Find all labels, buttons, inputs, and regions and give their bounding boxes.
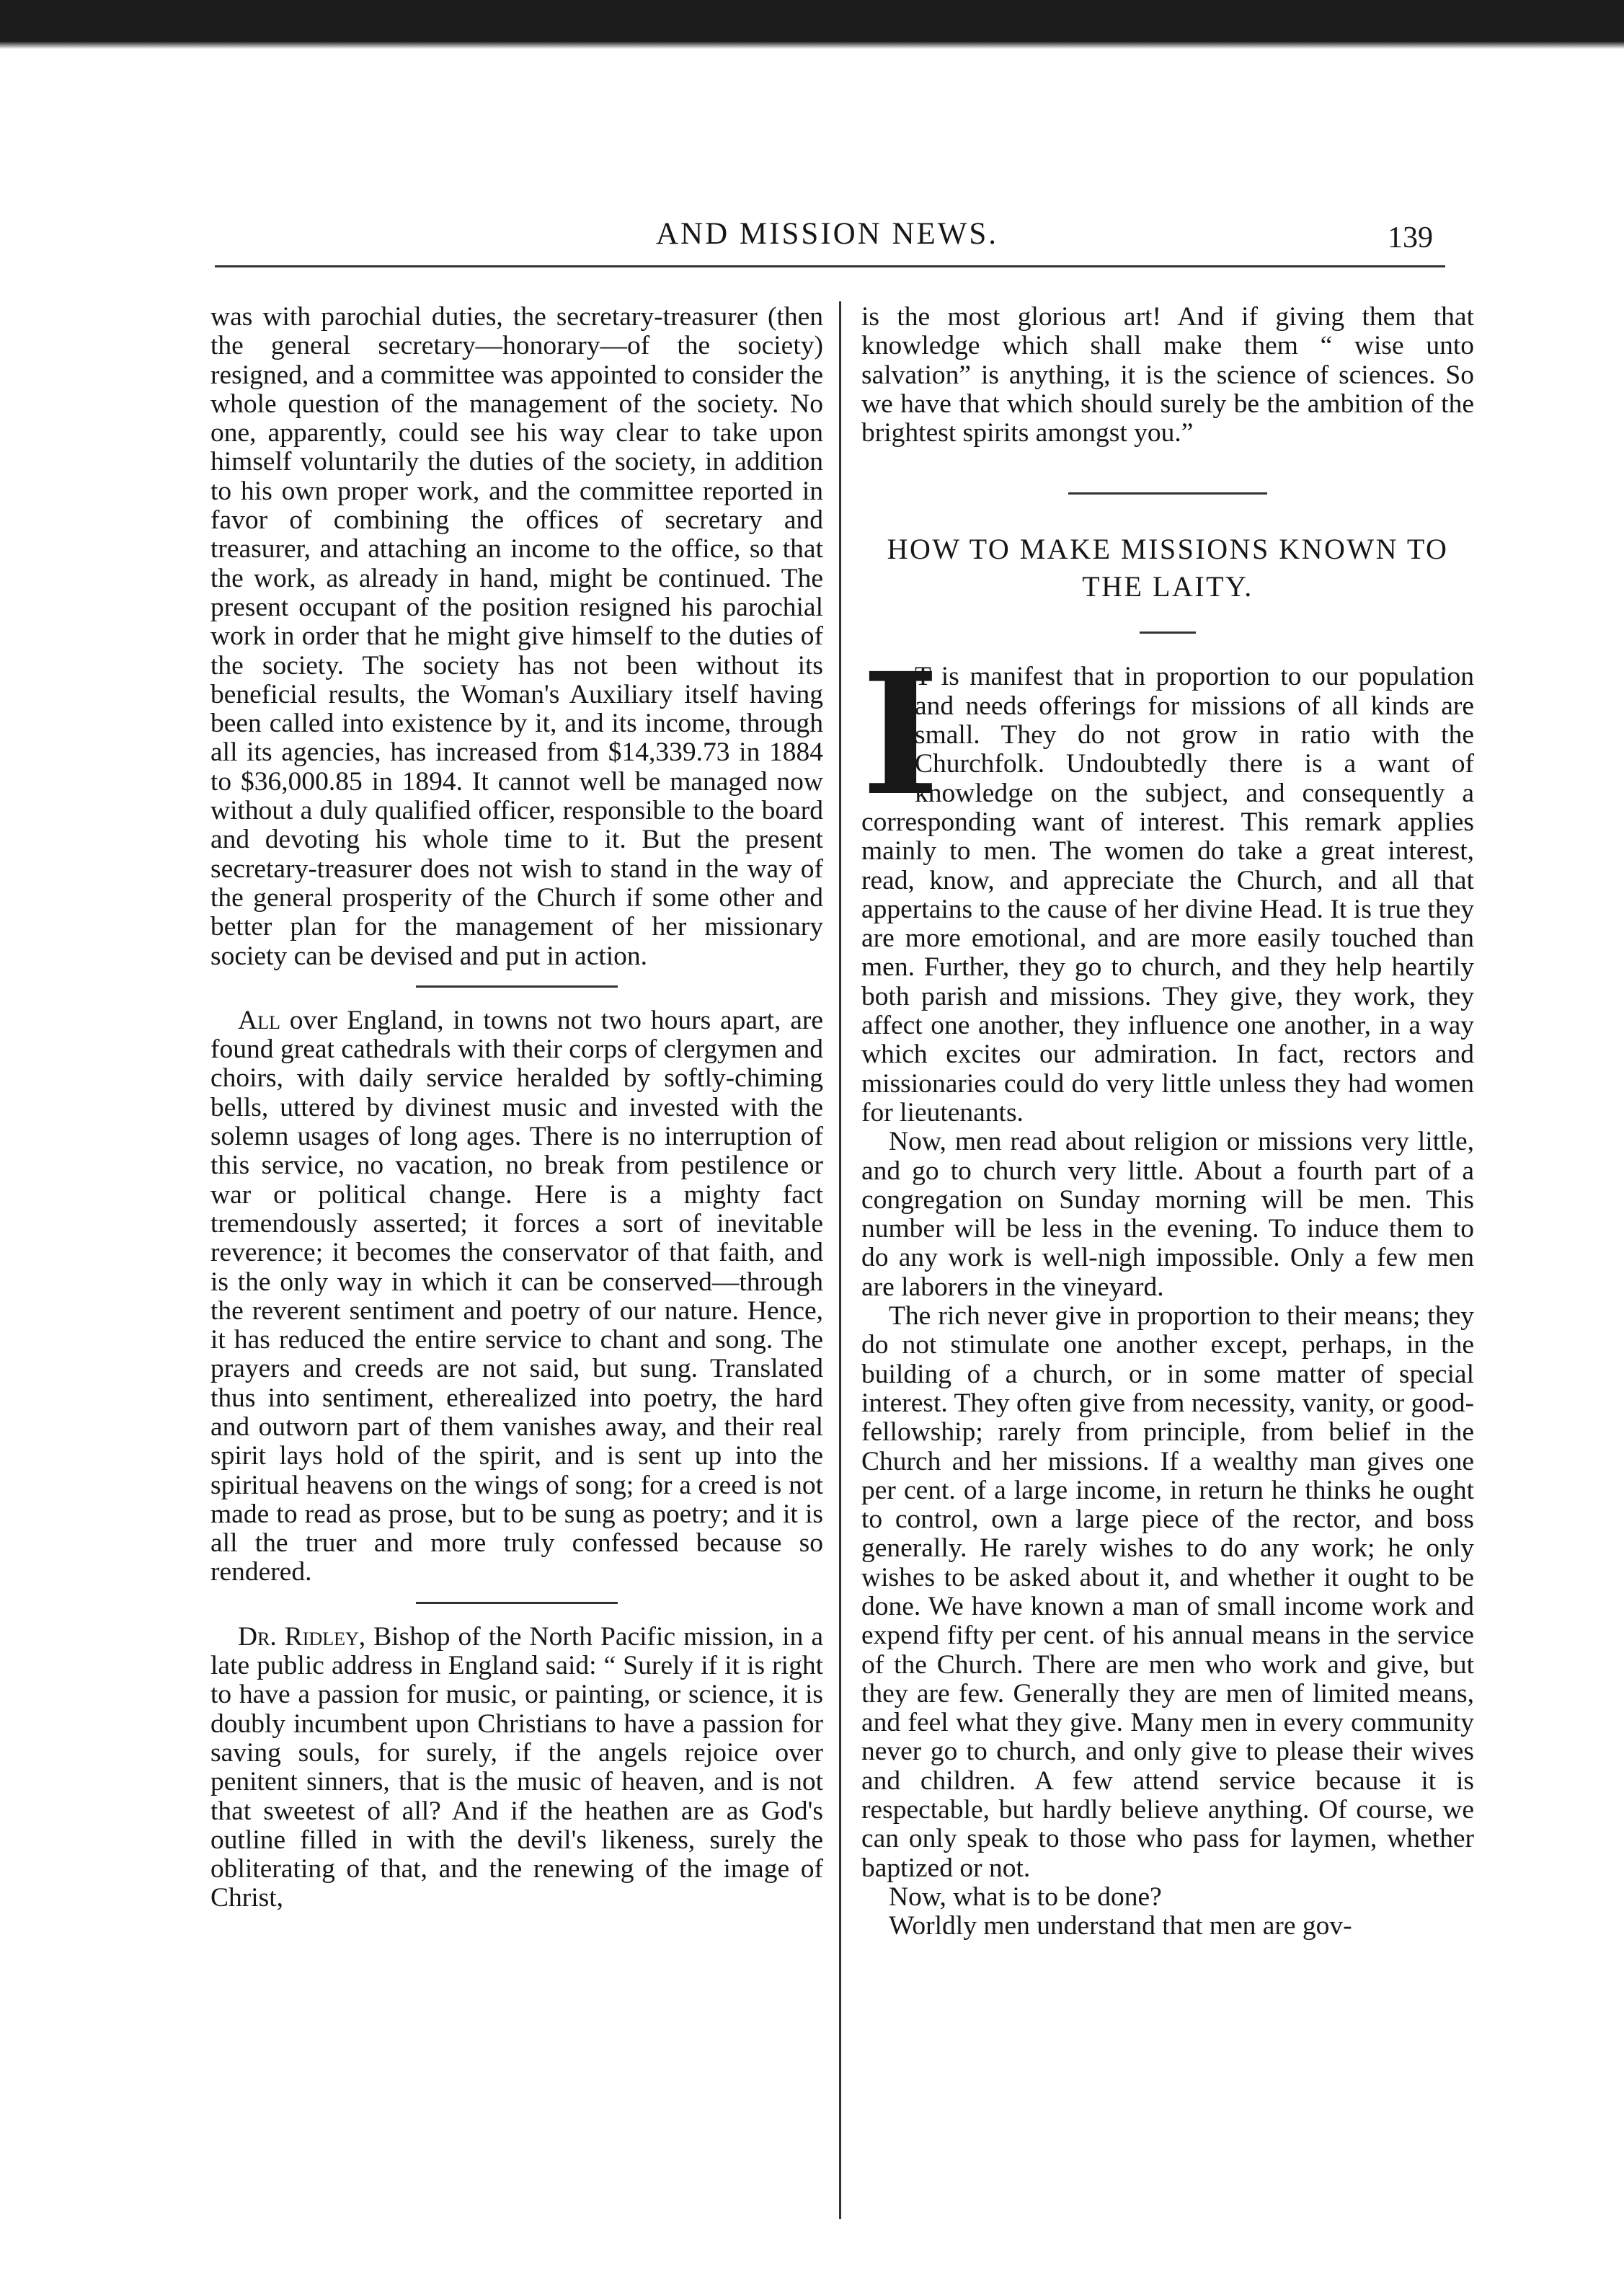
paragraph-lead: All xyxy=(238,1005,280,1035)
paragraph-ridley-continued: is the most glorious art! And if giving them that knowledge which shall make them “ wise unto salvation” is anything, it is the science of sciences. So we have that which should surely be the ambition of the brightest spirits amongst you.” xyxy=(861,302,1474,448)
section-rule xyxy=(416,1602,618,1604)
paragraph-body: over England, in towns not two hours apart, are found great cathedrals with their corps of clergymen and choirs, with daily service heralded by softly-chiming bells, uttered by divinest music and invested with the solemn usages of long ages. There is no interruption of this service, no vacation, no break from pestilence or war or political change. Here is a mighty fact tremendously asserted; it forces a sort of inevitable reverence; it becomes the conservator of that faith, and is the only way in which it can be conserved—through the reverent sentiment and poetry of our nature. Hence, it has reduced the entire service to chant and song. The prayers and creeds are not said, but sung. Translated thus into sentiment, etherealized into poetry, the hard and outworn part of them vanishes away, and their real spirit lays hold of the spirit, and is sent up into the spiritual heavens on the wings of song; for a creed is not made to read as prose, but to be sung as poetry; and it is all the truer and more truly confessed because so rendered. xyxy=(210,1005,823,1587)
paragraph-england-cathedrals xyxy=(210,1006,823,1587)
header-rule xyxy=(215,265,1445,267)
paragraph-what-to-do: Now, what is to be done? xyxy=(889,1882,1162,1912)
paragraph-men-read: Now, men read about religion or missions very little, and go to church very little. About a fourth part of a congregation on Sunday morning will be men. This number will be less in the evening. To induce them to do any work is well-nigh impossible. Only a few men are laborers in the vineyard. xyxy=(861,1127,1474,1302)
paragraph-rich-never-give: The rich never give in proportion to their means; they do not stimulate one another except, perhaps, in the building of a church, or in some matter of special interest. They often give from necessity, vanity, or good-fellowship; rarely from principle, from belief in the Church and her missions. If a wealthy man gives one per cent. of a large income, in return he thinks he ought to control, own a large piece of the rector, and boss generally. He rarely wishes to do any work; he only wishes to be asked about it, and whether it ought to be done. We have known a man of small income work and expend fifty per cent. of his annual means in the service of the Church. There are men who work and give, but they are few. Generally they are men of limited means, and feel what they give. Many men in every community never go to church, and only give to please their wives and children. A few attend service because it is respectable, but hardly believe anything. Of course, we can only speak to those who pass for laymen, whether baptized or not. xyxy=(861,1301,1474,1883)
title-underline-rule xyxy=(1140,632,1196,634)
paragraph-body: Bishop of the North Pacific mission, in a late public address in England said: “ Surely if it is right to have a passion for music, or painting, or science, it is doubly incumbent upon Christians to have a passion for saving souls, for surely, if the angels rejoice over penitent sinners, that is the music of heaven, and is not that sweetest of all? And if the heathen are as God's outline filled in with the devil's likeness, surely the obliterating of that, and the renewing of the image of Christ, xyxy=(210,1621,823,1913)
paragraph-society-secretary: was with parochial duties, the secretary-treasurer (then the general secretary—honorary—of the society) resigned, and a committee was appointed to consider the whole question of the management of the society. No one, apparently, could see his way clear to take upon himself voluntarily the duties of the society, in addition to his own proper work, and the committee reported in favor of combining the offices of secretary and treasurer, and attaching an income to the office, so that the work, as already in hand, might be continued. The present occupant of the position resigned his parochial work in order that he might give himself to the duties of the society. The society has not been without its beneficial results, the Woman's Auxiliary itself having been called into existence by it, and its income, through all its agencies, has increased from $14,339.73 in 1884 to $36,000.85 in 1894. It cannot well be managed now without a duly qualified officer, responsible to the board and devoting his whole time to it. But the present secretary-treasurer does not wish to stand in the way of the general prosperity of the Church if some other and better plan for the management of her missionary society can be devised and put in action. xyxy=(210,302,823,971)
paragraph-dr-ridley xyxy=(210,1623,823,1913)
paragraph-proportion-offerings xyxy=(861,636,1474,1127)
article-title: HOW TO MAKE MISSIONS KNOWN TO THE LAITY. xyxy=(887,533,1449,603)
paragraph-worldly-men: Worldly men understand that men are gov- xyxy=(889,1911,1352,1941)
scan-top-border xyxy=(0,0,1624,48)
right-column xyxy=(861,303,1474,1941)
paragraph-body: T is manifest that in proportion to our population and needs offerings for missions of all kinds are small. They do not grow in ratio with the Churchfolk. Undoubtedly there is a want of knowledge on the subject, and consequently a corresponding want of interest. This remark applies mainly to men. The women do take a great interest, read, know, and appreciate the Church, and all that appertains to the cause of her divine Head. It is true they are more emotional, and are more easily touched than men. Further, they go to church, and they help heartily both parish and missions. They give, they work, they affect one another, they influence one another, in a way which excites our admiration. In fact, rectors and missionaries could do very little unless they had women for lieutenants. xyxy=(861,662,1474,1127)
running-title: AND MISSION NEWS. xyxy=(656,217,999,251)
page-header xyxy=(0,216,1624,260)
paragraph-lead: Dr. Ridley, xyxy=(238,1621,366,1652)
article-separator-rule xyxy=(1068,492,1267,495)
column-divider xyxy=(839,301,841,2219)
left-column xyxy=(210,303,823,1913)
drop-cap-letter: I xyxy=(861,636,940,833)
scan-top-border-fade xyxy=(0,42,1624,49)
page-number: 139 xyxy=(1388,221,1433,254)
section-rule xyxy=(416,985,618,988)
